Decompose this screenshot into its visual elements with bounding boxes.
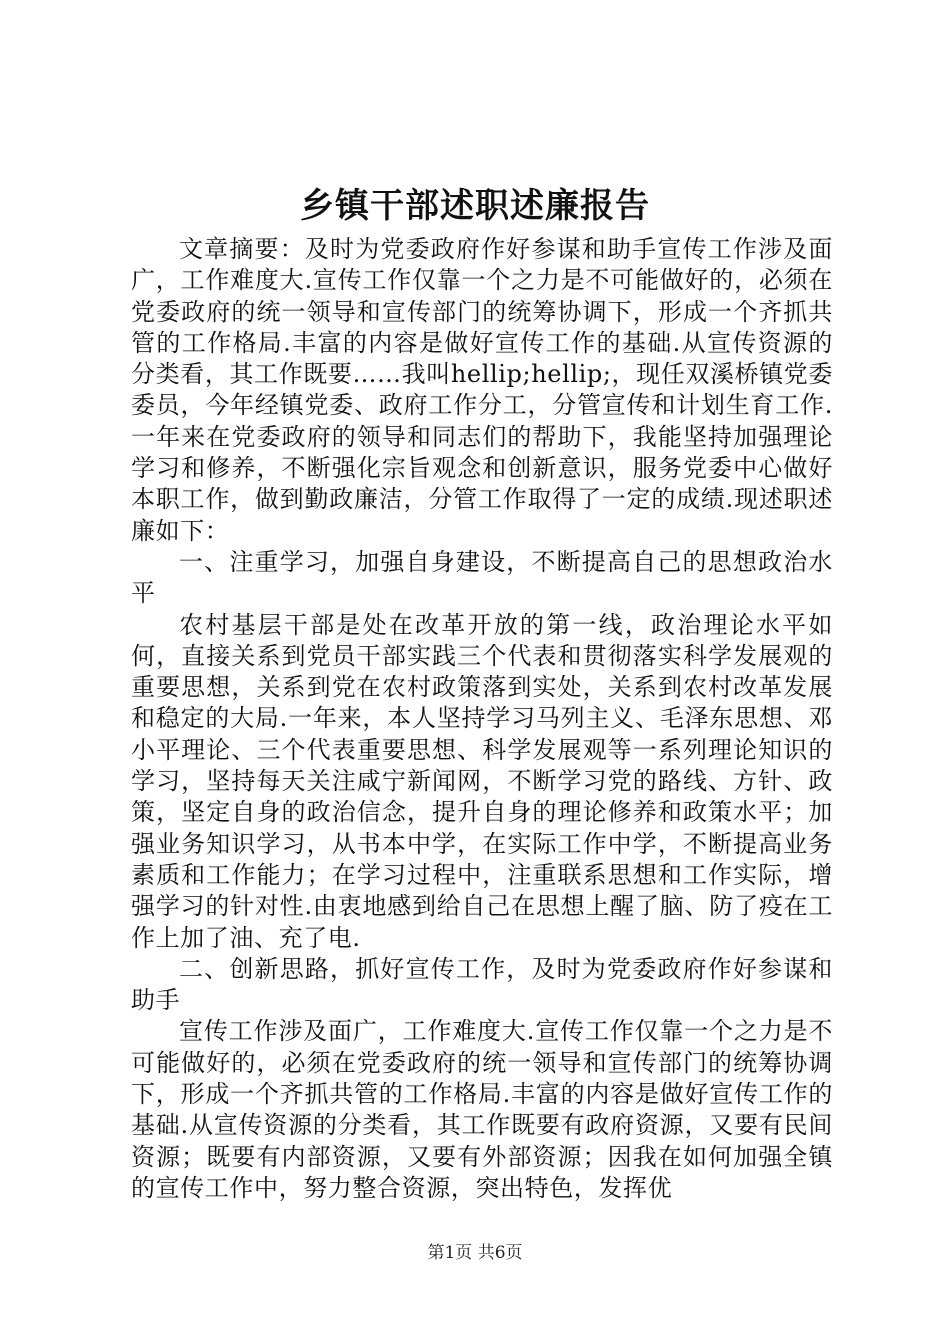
- document-body: [131, 234, 833, 1204]
- page-number-footer: 第1页 共6页: [427, 1243, 523, 1263]
- body-paragraph: 宣传工作涉及面广，工作难度大.宣传工作仅靠一个之力是不可能做好的，必须在党委政府的统一领导和宣传部门的统筹协调下，形成一个齐抓共管的工作格局.丰富的内容是做好宣传工作的基础.从宣传资源的分类看，其工作既要有政府资源，又要有民间资源；既要有内部资源，又要有外部资源；因我在如何加强全镇的宣传工作中，努力整合资源，突出特色，发挥优: [131, 1017, 833, 1202]
- body-paragraph: 农村基层干部是处在改革开放的第一线，政治理论水平如何，直接关系到党员干部实践三个代表和贯彻落实科学发展观的重要思想，关系到党在农村政策落到实处，关系到农村改革发展和稳定的大局.一年来，本人坚持学习马列主义、毛泽东思想、邓小平理论、三个代表重要思想、科学发展观等一系列理论知识的学习，坚持每天关注咸宁新闻网，不断学习党的路线、方针、政策，坚定自身的政治信念，提升自身的理论修养和政策水平；加强业务知识学习，从书本中学，在实际工作中学，不断提高业务素质和工作能力；在学习过程中，注重联系思想和工作实际，增强学习的针对性.由衷地感到给自己在思想上醒了脑、防了疫在工作上加了油、充了电.: [131, 610, 833, 952]
- document-title: 乡镇干部述职述廉报告: [300, 186, 650, 226]
- section-heading-1: 一、注重学习，加强自身建设，不断提高自己的思想政治水平: [131, 547, 833, 608]
- section-heading-2: 二、创新思路，抓好宣传工作，及时为党委政府作好参谋和助手: [131, 954, 833, 1015]
- abstract-paragraph: 文章摘要：及时为党委政府作好参谋和助手宣传工作涉及面广，工作难度大.宣传工作仅靠一个之力是不可能做好的，必须在党委政府的统一领导和宣传部门的统筹协调下，形成一个齐抓共管的工作格局.丰富的内容是做好宣传工作的基础.从宣传资源的分类看，其工作既要……我叫hellip;hellip;，现任双溪桥镇党委委员，今年经镇党委、政府工作分工，分管宣传和计划生育工作.一年来在党委政府的领导和同志们的帮助下，我能坚持加强理论学习和修养，不断强化宗旨观念和创新意识，服务党委中心做好本职工作，做到勤政廉洁，分管工作取得了一定的成绩.现述职述廉如下：: [131, 235, 833, 545]
